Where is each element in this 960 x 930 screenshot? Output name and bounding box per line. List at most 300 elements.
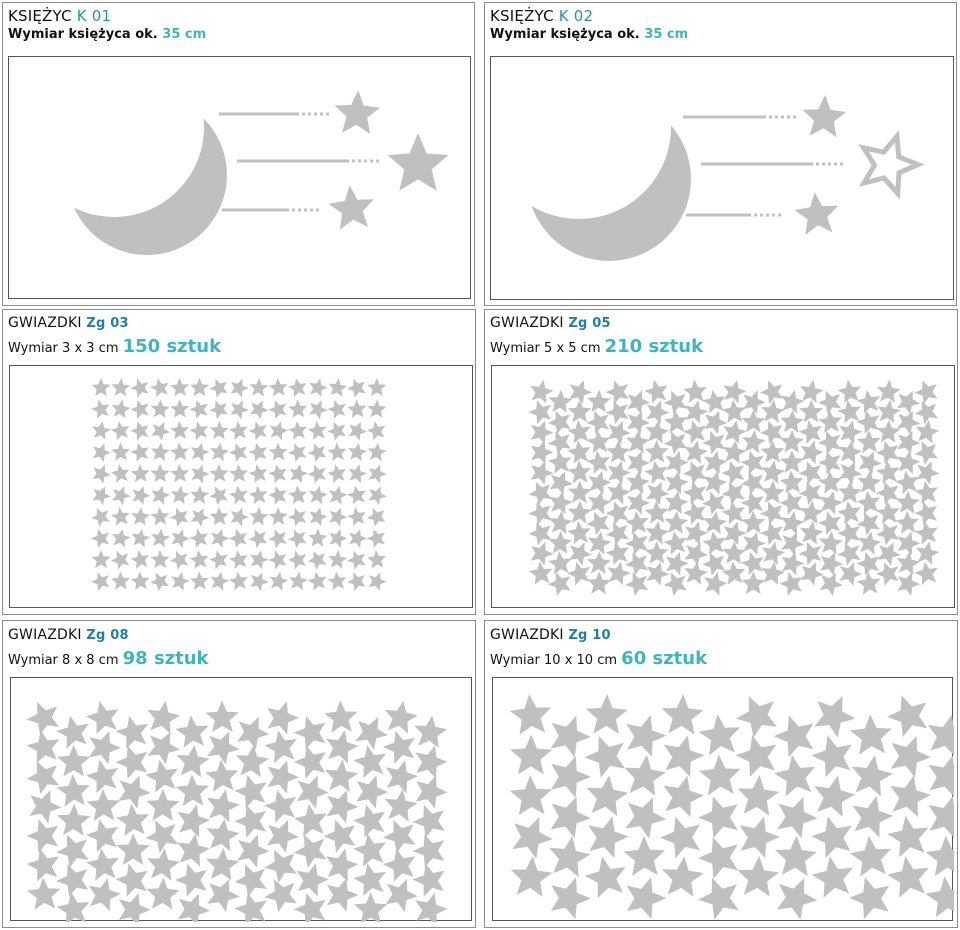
product-card-zg03: [2, 309, 476, 615]
star-icon: [288, 421, 307, 440]
star-icon: [698, 878, 739, 920]
star-icon: [548, 551, 572, 574]
star-icon: [170, 378, 189, 396]
star-icon: [328, 378, 347, 397]
star-icon: [818, 431, 841, 455]
star-icon: [853, 796, 894, 838]
star-icon: [877, 400, 900, 423]
star-icon: [170, 464, 189, 482]
star-icon: [324, 820, 356, 853]
card-subtitle: Wymiar 10 x 10 cm 60 sztuk: [490, 648, 708, 669]
star-icon: [29, 790, 61, 823]
star-icon: [548, 431, 571, 455]
star-icon: [684, 542, 707, 566]
star-icon: [850, 714, 892, 754]
star-icon: [264, 790, 296, 823]
star-icon: [170, 551, 189, 570]
star-icon: [327, 422, 346, 441]
star-icon: [92, 378, 111, 396]
star-icon: [722, 482, 745, 506]
star-icon: [235, 893, 267, 922]
star-icon: [646, 482, 669, 506]
star-icon: [178, 893, 210, 922]
star-icon: [587, 571, 611, 594]
star-icon: [665, 511, 689, 534]
star-icon: [150, 378, 169, 397]
star-icon: [335, 90, 381, 134]
product-card-zg10: [484, 620, 958, 928]
star-icon: [206, 848, 239, 880]
star-grid: [10, 366, 474, 609]
star-icon: [549, 531, 573, 554]
star-icon: [267, 701, 299, 734]
star-icon: [625, 572, 648, 596]
star-icon: [131, 464, 150, 482]
star-icon: [812, 856, 853, 897]
star-icon: [887, 816, 928, 857]
star-icon: [664, 573, 687, 597]
star-icon: [249, 507, 268, 526]
star-icon: [91, 400, 110, 419]
star-icon: [666, 451, 689, 475]
star-icon: [666, 552, 689, 576]
moon-icon: [527, 97, 691, 261]
star-icon: [775, 836, 817, 876]
star-grid: [492, 366, 956, 609]
star-icon: [91, 529, 109, 548]
star-icon: [57, 774, 90, 806]
star-icon: [915, 401, 938, 425]
star-icon: [56, 835, 88, 868]
star-icon: [510, 694, 552, 735]
star-icon: [743, 390, 766, 414]
star-icon: [551, 797, 591, 839]
star-icon: [887, 695, 927, 737]
star-icon: [887, 856, 928, 897]
star-icon: [588, 471, 611, 495]
star-icon: [551, 877, 591, 919]
star-icon: [111, 443, 130, 461]
star-icon: [91, 508, 110, 527]
star-icon: [386, 879, 418, 912]
star-icon: [367, 400, 386, 418]
card-subtitle: Wymiar 5 x 5 cm 210 sztuk: [490, 336, 704, 357]
star-icon: [347, 486, 366, 505]
star-icon: [92, 550, 111, 568]
star-icon: [237, 834, 269, 867]
star-icon: [111, 464, 130, 483]
star-icon: [926, 836, 954, 876]
star-icon: [416, 775, 448, 808]
star-icon: [353, 863, 386, 896]
card-subtitle: Wymiar 8 x 8 cm 98 sztuk: [8, 648, 209, 669]
star-icon: [510, 775, 552, 815]
star-icon: [326, 849, 358, 882]
star-icon: [27, 819, 59, 852]
star-icon: [698, 796, 738, 838]
star-icon: [660, 817, 700, 859]
star-icon: [837, 400, 860, 424]
star-icon: [111, 507, 130, 526]
star-icon: [736, 735, 777, 777]
star-icon: [587, 775, 629, 816]
star-icon: [175, 864, 207, 897]
star-icon: [647, 562, 670, 586]
star-icon: [811, 816, 851, 858]
star-icon: [878, 542, 901, 566]
star-icon: [206, 701, 239, 733]
star-icon: [56, 716, 89, 749]
card-title: GWIAZDKI Zg 05: [490, 315, 611, 331]
star-icon: [414, 715, 447, 748]
star-icon: [915, 380, 938, 404]
star-icon: [530, 380, 553, 404]
moon-icon: [67, 95, 227, 255]
star-icon: [736, 696, 777, 738]
star-icon: [876, 562, 899, 586]
star-icon: [170, 508, 188, 527]
star-icon: [857, 491, 881, 515]
star-icon: [799, 420, 822, 444]
star-icon: [685, 400, 708, 424]
star-icon: [741, 471, 764, 495]
star-icon: [249, 486, 268, 505]
star-icon: [857, 430, 881, 453]
star-icon: [698, 837, 738, 879]
star-icon: [146, 789, 179, 821]
star-icon: [849, 877, 889, 919]
star-icon: [130, 379, 148, 398]
star-icon: [741, 552, 764, 576]
star-icon: [774, 715, 814, 757]
star-icon: [229, 550, 248, 569]
star-icon: [288, 378, 307, 397]
star-icon: [309, 400, 328, 419]
card-title: GWIAZDKI Zg 10: [490, 627, 611, 643]
star-icon: [857, 410, 880, 434]
star-icon: [235, 864, 268, 897]
star-icon: [587, 390, 611, 413]
star-icon: [876, 441, 899, 465]
star-icon: [308, 443, 327, 462]
card-subtitle: Wymiar księżyca ok. 35 cm: [490, 27, 689, 42]
star-icon: [928, 715, 954, 757]
star-icon: [781, 532, 804, 556]
star-icon: [369, 465, 387, 484]
star-icon: [819, 531, 843, 554]
star-icon: [531, 461, 554, 485]
star-icon: [723, 420, 746, 444]
star-icon: [897, 431, 920, 455]
star-icon: [329, 486, 348, 505]
star-icon: [585, 857, 626, 899]
star-icon: [587, 450, 611, 474]
star-icon: [230, 400, 249, 419]
star-icon: [269, 507, 288, 525]
star-icon: [367, 508, 386, 527]
star-icon: [268, 486, 286, 505]
star-icon: [327, 400, 345, 419]
star-icon: [897, 391, 920, 415]
star-icon: [510, 735, 552, 775]
star-icon: [741, 410, 765, 433]
star-icon: [645, 501, 669, 524]
star-icon: [811, 735, 851, 777]
star-icon: [897, 572, 920, 596]
preview-frame: [490, 56, 954, 300]
card-title: KSIĘŻYC K 01: [8, 7, 112, 25]
star-icon: [512, 817, 553, 859]
star-icon: [190, 486, 209, 504]
star-icon: [234, 775, 266, 808]
star-icon: [664, 735, 705, 777]
star-icon: [308, 465, 326, 484]
star-icon: [151, 443, 170, 462]
star-icon: [86, 848, 119, 881]
star-icon: [289, 572, 308, 591]
star-icon: [550, 471, 573, 495]
star-icon: [704, 411, 727, 435]
star-icon: [147, 701, 180, 734]
star-icon: [702, 390, 725, 414]
star-icon: [814, 696, 855, 738]
star-icon: [724, 380, 747, 404]
star-icon: [704, 572, 727, 596]
star-icon: [210, 507, 229, 525]
star-icon: [774, 755, 815, 796]
star-icon: [116, 804, 149, 837]
star-icon: [249, 378, 268, 397]
star-icon: [347, 400, 366, 419]
star-icon: [92, 465, 111, 484]
star-icon: [760, 521, 783, 545]
star-icon: [152, 486, 171, 505]
star-icon: [190, 529, 209, 548]
star-icon: [623, 836, 665, 876]
star-icon: [877, 380, 901, 403]
star-icon: [347, 379, 366, 398]
star-icon: [249, 422, 267, 441]
star-icon: [702, 531, 725, 554]
star-icon: [268, 400, 286, 419]
star-icon: [131, 507, 150, 526]
star-icon: [269, 378, 288, 397]
star-icon: [326, 730, 359, 763]
star-icon: [645, 541, 669, 564]
star-icon: [130, 443, 149, 462]
star-icon: [664, 531, 688, 555]
star-icon: [151, 550, 170, 568]
star-icon: [86, 819, 118, 852]
star-icon: [308, 529, 327, 547]
star-icon: [915, 562, 938, 586]
star-icon: [264, 730, 297, 763]
star-icon: [416, 746, 448, 779]
star-icon: [699, 755, 741, 795]
star-grid: [11, 678, 473, 922]
star-icon: [413, 834, 445, 867]
star-icon: [294, 716, 326, 749]
star-icon: [119, 893, 151, 922]
star-icon: [760, 380, 783, 404]
star-icon: [297, 775, 329, 808]
star-icon: [190, 550, 209, 569]
product-card-k01: [2, 2, 475, 306]
star-icon: [210, 443, 229, 462]
star-icon: [131, 550, 150, 569]
star-icon: [270, 572, 289, 591]
star-icon: [646, 420, 670, 443]
star-icon: [800, 501, 824, 524]
star-icon: [569, 542, 592, 566]
star-icon: [383, 820, 416, 853]
star-icon: [175, 715, 208, 748]
star-icon: [297, 863, 329, 896]
star-icon: [877, 420, 901, 443]
star-icon: [268, 551, 286, 570]
star-icon: [761, 481, 785, 504]
star-icon: [762, 541, 785, 565]
star-icon: [567, 440, 591, 463]
star-icon: [799, 481, 822, 505]
star-icon: [172, 529, 190, 548]
star-icon: [625, 511, 649, 534]
star-icon: [229, 443, 247, 462]
star-icon: [531, 421, 554, 445]
star-icon: [288, 529, 307, 548]
star-icon: [308, 572, 327, 591]
star-icon: [229, 529, 247, 548]
star-grid: [493, 678, 954, 922]
star-icon: [782, 552, 805, 576]
star-icon: [116, 863, 148, 896]
star-icon: [57, 892, 90, 922]
star-icon: [328, 550, 347, 569]
star-icon: [130, 421, 148, 440]
star-icon: [369, 572, 387, 591]
star-icon: [92, 421, 111, 440]
star-icon: [625, 532, 648, 556]
star-icon: [569, 380, 592, 404]
star-icon: [529, 482, 552, 506]
star-icon: [548, 411, 571, 435]
star-icon: [737, 856, 779, 897]
star-icon: [116, 716, 149, 749]
star-icon: [662, 856, 704, 897]
preview-frame: [491, 365, 955, 608]
moon-stars-illustration: [9, 57, 472, 300]
star-icon: [229, 421, 248, 440]
star-icon: [231, 379, 249, 398]
star-icon: [606, 401, 629, 425]
star-icon: [57, 745, 90, 777]
star-icon: [548, 450, 572, 473]
star-icon: [762, 562, 786, 586]
star-icon: [837, 501, 860, 525]
star-icon: [112, 400, 131, 419]
star-icon: [895, 471, 918, 495]
star-icon: [588, 816, 628, 858]
star-icon: [89, 878, 121, 911]
star-icon: [683, 380, 707, 403]
star-icon: [250, 400, 269, 419]
star-icon: [92, 486, 111, 505]
star-icon: [231, 508, 249, 527]
star-icon: [353, 804, 385, 837]
star-icon: [723, 440, 747, 464]
star-icon: [86, 701, 118, 734]
star-icon: [777, 878, 818, 920]
star-icon: [703, 511, 727, 534]
star-icon: [683, 420, 706, 444]
star-icon: [176, 774, 209, 806]
star-icon: [294, 746, 326, 779]
card-title: GWIAZDKI Zg 03: [8, 315, 129, 331]
star-icon: [249, 529, 268, 548]
star-icon: [117, 833, 150, 865]
star-icon: [209, 550, 228, 569]
star-icon: [329, 529, 347, 548]
preview-frame: [9, 365, 473, 608]
star-icon: [740, 816, 780, 858]
star-icon: [818, 471, 842, 494]
star-icon: [191, 465, 209, 484]
star-icon: [915, 501, 938, 525]
card-subtitle: Wymiar księżyca ok. 35 cm: [8, 27, 207, 42]
star-icon: [328, 572, 347, 591]
star-icon: [347, 507, 366, 526]
star-icon: [383, 731, 415, 764]
star-icon: [178, 804, 210, 837]
star-icon: [191, 508, 210, 527]
star-icon: [268, 529, 286, 548]
star-icon: [388, 133, 449, 191]
star-icon: [801, 441, 824, 465]
star-icon: [795, 192, 839, 235]
star-icon: [857, 572, 881, 595]
star-icon: [551, 756, 591, 798]
star-icon: [627, 390, 650, 414]
star-icon: [264, 850, 297, 883]
star-icon: [347, 572, 366, 591]
star-icon: [626, 715, 666, 757]
star-icon: [800, 521, 824, 545]
star-icon: [294, 835, 327, 868]
star-icon: [170, 421, 189, 439]
star-icon: [191, 443, 210, 462]
star-icon: [308, 551, 327, 570]
star-icon: [207, 732, 240, 765]
star-icon: [329, 185, 375, 230]
star-icon: [91, 572, 109, 591]
star-icon: [818, 410, 842, 433]
star-icon: [741, 451, 764, 475]
star-icon: [111, 421, 130, 440]
star-icon: [741, 491, 764, 515]
star-icon: [608, 461, 631, 485]
star-icon: [210, 464, 229, 482]
star-icon: [760, 502, 783, 526]
star-icon: [568, 400, 592, 423]
star-icon: [606, 380, 629, 404]
star-icon: [229, 572, 248, 591]
star-icon: [646, 521, 670, 544]
star-icon: [56, 864, 88, 897]
star-icon: [207, 879, 240, 912]
star-icon: [116, 746, 148, 779]
star-icon: [607, 481, 630, 505]
star-icon: [529, 502, 552, 526]
